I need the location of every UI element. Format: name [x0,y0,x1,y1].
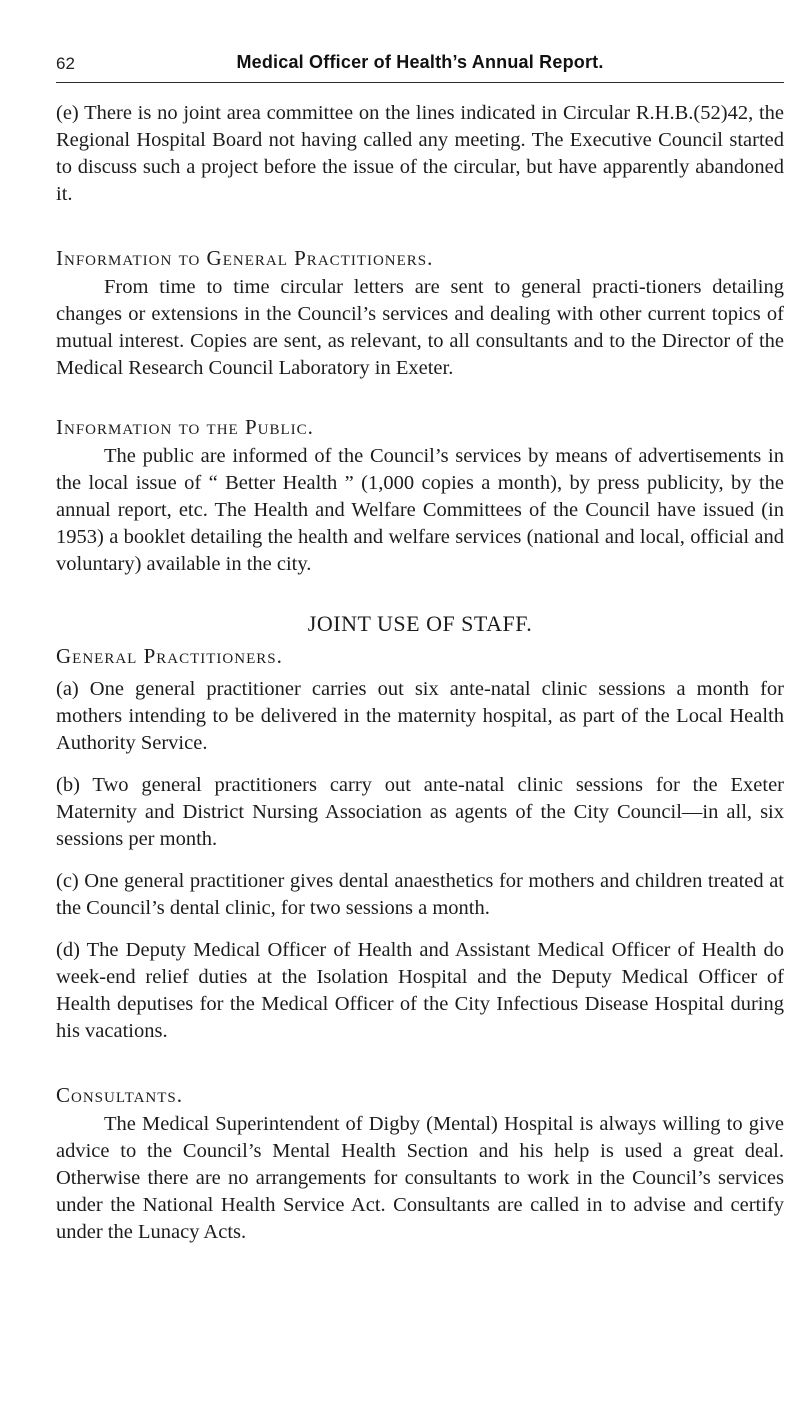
heading-general-practitioners: General Practitioners. [56,644,283,668]
paragraph-a: (a) One general practitioner carries out six ante-natal clinic sessions a month for mothers intending to be delivered in the maternity hospital, as part of the Local Health Authority Service. [56,678,784,754]
paragraph-d: (d) The Deputy Medical Officer of Health and Assistant Medical Officer of Health do week-end relief duties at the Isolation Hospital and the Deputy Medical Officer of Health deputises for the Medical Officer of the City Infectious Disease Hospital during his vacations. [56,939,784,1042]
heading-consultants: Consultants. [56,1083,184,1107]
paragraph-consultants: The Medical Superintendent of Digby (Mental) Hospital is always willing to give advice to the Council’s Mental Health Section and his help is used a great deal. Otherwise there are no arrangements for consultants to work in the Council’s services under the National Health Service Act. Consultants are called in to advise and certify under the Lunacy Acts. [56,1113,784,1243]
document-body [56,100,784,1246]
paragraph-e: (e) There is no joint area committee on the lines indicated in Circular R.H.B.(52)42, the Regional Hospital Board not having called any meeting. The Executive Council started to discuss such a project before the issue of the circular, but have apparently abandoned it. [56,102,784,205]
heading-information-gp: Information to General Practitioners. [56,246,434,270]
report-title: Medical Officer of Health’s Annual Report. [236,52,604,72]
heading-information-public: Information to the Public. [56,415,314,439]
paragraph-information-gp: From time to time circular letters are sent to general practi-tioners detailing changes or extensions in the Council’s services and dealing with other current topics of mutual interest. Copies are sent, as relevant, to all consultants and to the Director of the Medical Research Council Laboratory in Exeter. [56,276,784,379]
page-number: 62 [56,54,75,73]
paragraph-b: (b) Two general practitioners carry out ante-natal clinic sessions for the Exeter Maternity and District Nursing Association as agents of the City Council—in all, six sessions per month. [56,774,784,850]
running-header [56,52,784,83]
paragraph-information-public: The public are informed of the Council’s services by means of advertisements in the local issue of “ Better Health ” (1,000 copies a month), by press publicity, by the annual report, etc. The Health and Welfare Committees of the Council have issued (in 1953) a booklet detailing the health and welfare services (national and local, official and voluntary) available in the city. [56,445,784,575]
paragraph-c: (c) One general practitioner gives dental anaesthetics for mothers and children treated at the Council’s dental clinic, for two sessions a month. [56,870,784,919]
section-title-joint-use: JOINT USE OF STAFF. [307,611,533,636]
